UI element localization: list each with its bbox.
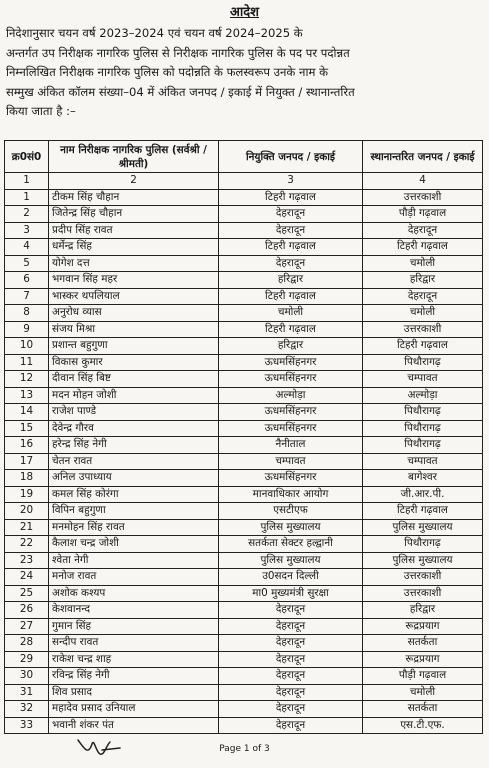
- table-row: [5, 717, 483, 734]
- cell-appointment-district: देहरादून: [219, 255, 363, 272]
- cell-appointment-district: सतर्कता सेक्टर हल्द्वानी: [219, 536, 363, 553]
- cell-appointment-district: मा0 मुख्यमंत्री सुरक्षा: [219, 585, 363, 602]
- table-row: [5, 239, 483, 256]
- cell-inspector-name: संजय मिश्रा: [49, 321, 219, 338]
- cell-appointment-district: ऊधमसिंहनगर: [219, 404, 363, 421]
- column-number: 3: [219, 173, 363, 190]
- cell-appointment-district: चमोली: [219, 305, 363, 322]
- cell-appointment-district: देहरादून: [219, 602, 363, 619]
- cell-appointment-district: नैनीताल: [219, 437, 363, 454]
- cell-appointment-district: देहरादून: [219, 684, 363, 701]
- cell-inspector-name: कैलाश चन्द्र जोशी: [49, 536, 219, 553]
- order-paragraph: [6, 24, 482, 122]
- table-row: [5, 585, 483, 602]
- cell-serial: 9: [5, 321, 49, 338]
- cell-transfer-district: पुलिस मुख्यालय: [363, 519, 483, 536]
- paragraph-line: अन्तर्गत उप निरीक्षक नागरिक पुलिस से निरीक्षक नागरिक पुलिस के पद पर पदोन्नत: [6, 45, 350, 60]
- column-number: 2: [49, 173, 219, 190]
- cell-serial: 19: [5, 486, 49, 503]
- cell-inspector-name: महादेव प्रसाद उनियाल: [49, 701, 219, 718]
- table-row: [5, 668, 483, 685]
- cell-inspector-name: भवानी शंकर पंत: [49, 717, 219, 734]
- header-name: नाम निरीक्षक नागरिक पुलिस (सर्वश्री / श्रीमती): [49, 141, 219, 173]
- header-serial: क्र0सं0: [5, 141, 49, 173]
- table-row: [5, 387, 483, 404]
- cell-appointment-district: देहरादून: [219, 222, 363, 239]
- table-row: [5, 206, 483, 223]
- cell-transfer-district: उत्तरकाशी: [363, 585, 483, 602]
- table-row: [5, 635, 483, 652]
- page-footer: Page 1 of 3: [219, 744, 270, 754]
- cell-appointment-district: टिहरी गढ़वाल: [219, 189, 363, 206]
- cell-appointment-district: ऊधमसिंहनगर: [219, 371, 363, 388]
- cell-transfer-district: रूद्रप्रयाग: [363, 651, 483, 668]
- cell-appointment-district: पुलिस मुख्यालय: [219, 519, 363, 536]
- cell-inspector-name: विपिन बहुगुणा: [49, 503, 219, 520]
- cell-transfer-district: चम्पावत: [363, 371, 483, 388]
- cell-inspector-name: गुमान सिंह: [49, 618, 219, 635]
- header-transfer: स्थानान्तरित जनपद / इकाई: [363, 141, 483, 173]
- cell-transfer-district: देहरादून: [363, 288, 483, 305]
- cell-inspector-name: राकेश चन्द्र शाह: [49, 651, 219, 668]
- cell-appointment-district: टिहरी गढ़वाल: [219, 321, 363, 338]
- cell-inspector-name: अनिल उपाध्याय: [49, 470, 219, 487]
- cell-serial: 22: [5, 536, 49, 553]
- heading-text: आदेश: [229, 5, 260, 20]
- cell-appointment-district: चम्पावत: [219, 453, 363, 470]
- cell-serial: 29: [5, 651, 49, 668]
- cell-serial: 21: [5, 519, 49, 536]
- table-row: [5, 288, 483, 305]
- column-number: 1: [5, 173, 49, 190]
- cell-serial: 5: [5, 255, 49, 272]
- cell-transfer-district: पौड़ी गढ़वाल: [363, 668, 483, 685]
- cell-transfer-district: पौड़ी गढ़वाल: [363, 206, 483, 223]
- cell-inspector-name: भगवान सिंह महर: [49, 272, 219, 289]
- cell-inspector-name: प्रदीप सिंह रावत: [49, 222, 219, 239]
- cell-serial: 12: [5, 371, 49, 388]
- paragraph-line: किया जाता है :–: [6, 104, 76, 118]
- table-row: [5, 222, 483, 239]
- cell-transfer-district: पिथौरागढ़: [363, 404, 483, 421]
- cell-serial: 3: [5, 222, 49, 239]
- table-row: [5, 569, 483, 586]
- cell-inspector-name: टीकम सिंह चौहान: [49, 189, 219, 206]
- cell-transfer-district: एस.टी.एफ.: [363, 717, 483, 734]
- cell-serial: 28: [5, 635, 49, 652]
- table-row: [5, 519, 483, 536]
- column-number: 4: [363, 173, 483, 190]
- cell-transfer-district: पिथौरागढ़: [363, 354, 483, 371]
- table-row: [5, 618, 483, 635]
- cell-transfer-district: उत्तरकाशी: [363, 569, 483, 586]
- cell-serial: 6: [5, 272, 49, 289]
- cell-serial: 1: [5, 189, 49, 206]
- cell-serial: 7: [5, 288, 49, 305]
- cell-inspector-name: केशवानन्द: [49, 602, 219, 619]
- table-row: [5, 189, 483, 206]
- cell-serial: 33: [5, 717, 49, 734]
- cell-appointment-district: उ0सदन दिल्ली: [219, 569, 363, 586]
- cell-serial: 11: [5, 354, 49, 371]
- table-row: [5, 272, 483, 289]
- cell-inspector-name: राजेश पाण्डे: [49, 404, 219, 421]
- cell-appointment-district: हरिद्वार: [219, 272, 363, 289]
- cell-transfer-district: टिहरी गढ़वाल: [363, 239, 483, 256]
- table-row: [5, 552, 483, 569]
- table-row: [5, 420, 483, 437]
- table-row: [5, 338, 483, 355]
- cell-serial: 32: [5, 701, 49, 718]
- cell-appointment-district: देहरादून: [219, 717, 363, 734]
- cell-appointment-district: टिहरी गढ़वाल: [219, 239, 363, 256]
- table-row: [5, 437, 483, 454]
- cell-inspector-name: मनमोहन सिंह रावत: [49, 519, 219, 536]
- table-row: [5, 371, 483, 388]
- cell-transfer-district: चमोली: [363, 255, 483, 272]
- cell-serial: 10: [5, 338, 49, 355]
- table-row: [5, 404, 483, 421]
- table-row: [5, 453, 483, 470]
- cell-serial: 18: [5, 470, 49, 487]
- cell-appointment-district: मानवाधिकार आयोग: [219, 486, 363, 503]
- cell-serial: 31: [5, 684, 49, 701]
- cell-appointment-district: एसटीएफ: [219, 503, 363, 520]
- cell-transfer-district: हरिद्वार: [363, 272, 483, 289]
- cell-inspector-name: मनोज रावत: [49, 569, 219, 586]
- cell-inspector-name: मदन मोहन जोशी: [49, 387, 219, 404]
- cell-appointment-district: ऊधमसिंहनगर: [219, 354, 363, 371]
- cell-inspector-name: श्वेता नेगी: [49, 552, 219, 569]
- cell-appointment-district: ऊधमसिंहनगर: [219, 470, 363, 487]
- cell-inspector-name: चेतन रावत: [49, 453, 219, 470]
- table-body: [5, 189, 483, 734]
- cell-transfer-district: चमोली: [363, 684, 483, 701]
- cell-appointment-district: देहरादून: [219, 206, 363, 223]
- table-row: [5, 305, 483, 322]
- cell-inspector-name: कमल सिंह कोरंगा: [49, 486, 219, 503]
- table-row: [5, 701, 483, 718]
- cell-appointment-district: हरिद्वार: [219, 338, 363, 355]
- table-row: [5, 503, 483, 520]
- cell-serial: 27: [5, 618, 49, 635]
- cell-transfer-district: पिथौरागढ़: [363, 536, 483, 553]
- table-row: [5, 354, 483, 371]
- cell-serial: 23: [5, 552, 49, 569]
- paragraph-line: निदेशानुसार चयन वर्ष 2023–2024 एवं चयन वर्ष 2024–2025 के: [6, 26, 303, 40]
- cell-inspector-name: अशोक कश्यप: [49, 585, 219, 602]
- table-row: [5, 486, 483, 503]
- cell-transfer-district: देहरादून: [363, 222, 483, 239]
- posting-table: [4, 140, 483, 734]
- cell-serial: 4: [5, 239, 49, 256]
- table-row: [5, 470, 483, 487]
- cell-serial: 14: [5, 404, 49, 421]
- table-row: [5, 651, 483, 668]
- cell-serial: 30: [5, 668, 49, 685]
- cell-serial: 15: [5, 420, 49, 437]
- table-row: [5, 536, 483, 553]
- cell-inspector-name: अनुरोध व्यास: [49, 305, 219, 322]
- cell-serial: 26: [5, 602, 49, 619]
- cell-appointment-district: देहरादून: [219, 651, 363, 668]
- cell-appointment-district: अल्मोड़ा: [219, 387, 363, 404]
- cell-appointment-district: देहरादून: [219, 635, 363, 652]
- cell-serial: 8: [5, 305, 49, 322]
- cell-transfer-district: चमोली: [363, 305, 483, 322]
- cell-transfer-district: सतर्कता: [363, 701, 483, 718]
- cell-appointment-district: देहरादून: [219, 668, 363, 685]
- cell-transfer-district: चम्पावत: [363, 453, 483, 470]
- cell-inspector-name: धर्मेन्द्र सिंह: [49, 239, 219, 256]
- table-row: [5, 684, 483, 701]
- cell-transfer-district: अल्मोड़ा: [363, 387, 483, 404]
- cell-transfer-district: टिहरी गढ़वाल: [363, 503, 483, 520]
- cell-serial: 20: [5, 503, 49, 520]
- cell-inspector-name: हरेन्द्र सिंह नेगी: [49, 437, 219, 454]
- paragraph-line: निम्नलिखित निरीक्षक नागरिक पुलिस को पदोन्नति के फलस्वरूप उनके नाम के: [6, 65, 328, 79]
- cell-transfer-district: पुलिस मुख्यालय: [363, 552, 483, 569]
- cell-inspector-name: शिव प्रसाद: [49, 684, 219, 701]
- cell-inspector-name: विकास कुमार: [49, 354, 219, 371]
- cell-transfer-district: रूद्रप्रयाग: [363, 618, 483, 635]
- cell-transfer-district: उत्तरकाशी: [363, 189, 483, 206]
- cell-appointment-district: देहरादून: [219, 701, 363, 718]
- table-row: [5, 255, 483, 272]
- cell-inspector-name: सन्दीप रावत: [49, 635, 219, 652]
- cell-inspector-name: रविन्द्र सिंह नेगी: [49, 668, 219, 685]
- cell-serial: 13: [5, 387, 49, 404]
- cell-serial: 24: [5, 569, 49, 586]
- cell-transfer-district: पिथौरागढ़: [363, 420, 483, 437]
- paragraph-line: सम्मुख अंकित कॉलम संख्या–04 में अंकित जनपद / इकाई में नियुक्त / स्थानान्तरित: [6, 84, 355, 99]
- cell-transfer-district: टिहरी गढ़वाल: [363, 338, 483, 355]
- cell-inspector-name: योगेश दत्त: [49, 255, 219, 272]
- table-header-row: [5, 141, 483, 173]
- header-appointment: नियुक्ति जनपद / इकाई: [219, 141, 363, 173]
- cell-appointment-district: ऊधमसिंहनगर: [219, 420, 363, 437]
- cell-appointment-district: पुलिस मुख्यालय: [219, 552, 363, 569]
- cell-inspector-name: जितेन्द्र सिंह चौहान: [49, 206, 219, 223]
- cell-inspector-name: प्रशान्त बहुगुणा: [49, 338, 219, 355]
- cell-appointment-district: देहरादून: [219, 618, 363, 635]
- cell-transfer-district: पिथौरागढ़: [363, 437, 483, 454]
- cell-serial: 16: [5, 437, 49, 454]
- table-row: [5, 602, 483, 619]
- cell-appointment-district: टिहरी गढ़वाल: [219, 288, 363, 305]
- cell-serial: 25: [5, 585, 49, 602]
- cell-transfer-district: हरिद्वार: [363, 602, 483, 619]
- column-number-row: [5, 173, 483, 190]
- cell-inspector-name: दीवान सिंह बिष्ट: [49, 371, 219, 388]
- cell-transfer-district: बागेश्वर: [363, 470, 483, 487]
- cell-serial: 17: [5, 453, 49, 470]
- cell-transfer-district: उत्तरकाशी: [363, 321, 483, 338]
- order-heading: [0, 2, 489, 20]
- cell-transfer-district: सतर्कता: [363, 635, 483, 652]
- table-row: [5, 321, 483, 338]
- cell-inspector-name: देवेन्द्र गौरव: [49, 420, 219, 437]
- cell-inspector-name: भास्कर थपलियाल: [49, 288, 219, 305]
- cell-transfer-district: जी.आर.पी.: [363, 486, 483, 503]
- cell-serial: 2: [5, 206, 49, 223]
